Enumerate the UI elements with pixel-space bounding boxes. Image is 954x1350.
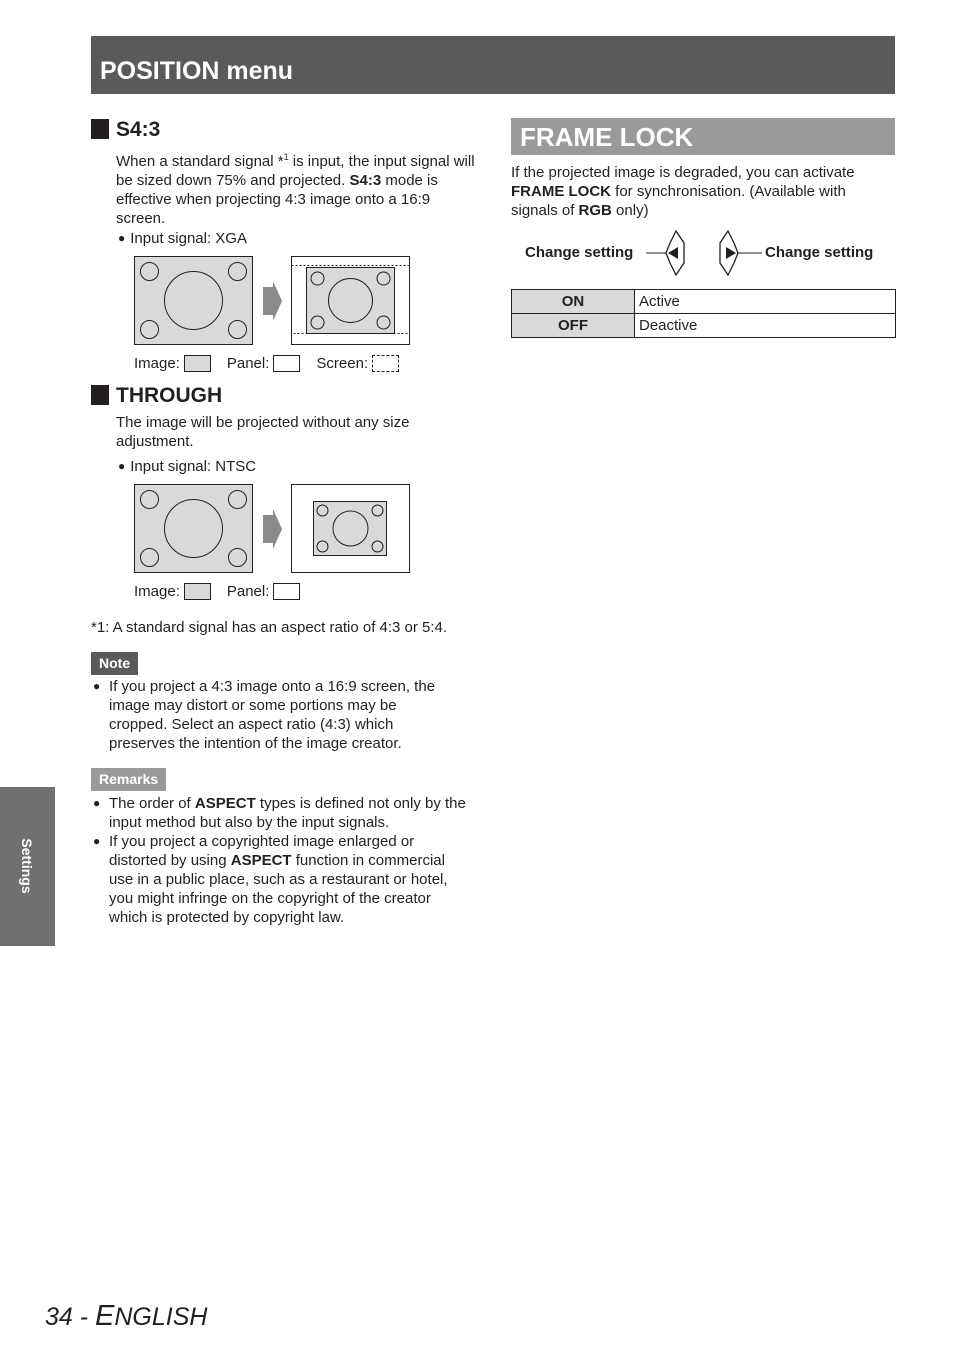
note-item: ● If you project a 4:3 image onto a 16:9 screen, the image may distort or some portions may be cropped. Select an aspect ratio (4:3) which preserves the intention of the image creator. xyxy=(93,678,436,752)
remarks-item: ● The order of ASPECT types is defined not only by the input method but also by the input signals. xyxy=(93,795,466,831)
remarks-item: ● If you project a copyrighted image enlarged or distorted by using ASPECT function in commercial use in a public place, such as a restaurant or hotel, you might infringe on the copyright of the creator which is protected by copyright law. xyxy=(93,833,448,926)
through-legend: Image: Panel: xyxy=(134,582,300,601)
option-key: ON xyxy=(512,290,635,314)
control-label-left: Change setting xyxy=(525,244,634,261)
option-key: OFF xyxy=(512,314,635,338)
frame-lock-description: If the projected image is degraded, you can activate FRAME LOCK for synchronisation. (Available with signals of RGB only) xyxy=(511,164,855,219)
left-arrow-key-icon xyxy=(666,231,684,275)
screen-swatch xyxy=(372,355,399,372)
s43-description: When a standard signal *$^1$ is input, the input signal will be sized down 75% and projected. S4:3 mode is effective when projecting 4:3 image onto a 16:9 screen. xyxy=(116,152,475,227)
panel-swatch xyxy=(273,355,300,372)
control-label-right: Change setting xyxy=(765,244,874,261)
page-footer: 34 - ENGLISH xyxy=(45,1300,208,1332)
table-row xyxy=(512,314,896,338)
panel-swatch xyxy=(273,583,300,600)
option-value: Active xyxy=(635,290,896,314)
section-marker xyxy=(91,385,109,405)
through-title: THROUGH xyxy=(116,384,223,407)
image-swatch xyxy=(184,583,211,600)
note-badge: Note xyxy=(91,652,138,675)
table-row xyxy=(512,290,896,314)
s43-diagram xyxy=(133,255,413,347)
s43-bullet: ● Input signal: XGA xyxy=(118,230,247,247)
section-marker xyxy=(91,119,109,139)
option-value: Deactive xyxy=(635,314,896,338)
s43-legend: Image: Panel: Screen: xyxy=(134,354,399,373)
s43-title: S4:3 xyxy=(116,118,161,141)
image-swatch xyxy=(184,355,211,372)
through-bullet: ● Input signal: NTSC xyxy=(118,458,257,475)
frame-lock-options-table xyxy=(511,289,896,338)
frame-lock-title: FRAME LOCK xyxy=(520,122,694,152)
control-keys xyxy=(644,229,764,277)
remarks-badge: Remarks xyxy=(91,768,166,791)
footnote: *1: A standard signal has an aspect ratio of 4:3 or 5:4. xyxy=(91,619,448,636)
through-description: The image will be projected without any size adjustment. xyxy=(116,414,410,450)
through-diagram xyxy=(133,483,413,575)
side-tab-label: Settings xyxy=(19,838,35,894)
page-title: POSITION menu xyxy=(100,57,294,85)
right-arrow-key-icon xyxy=(720,231,738,275)
